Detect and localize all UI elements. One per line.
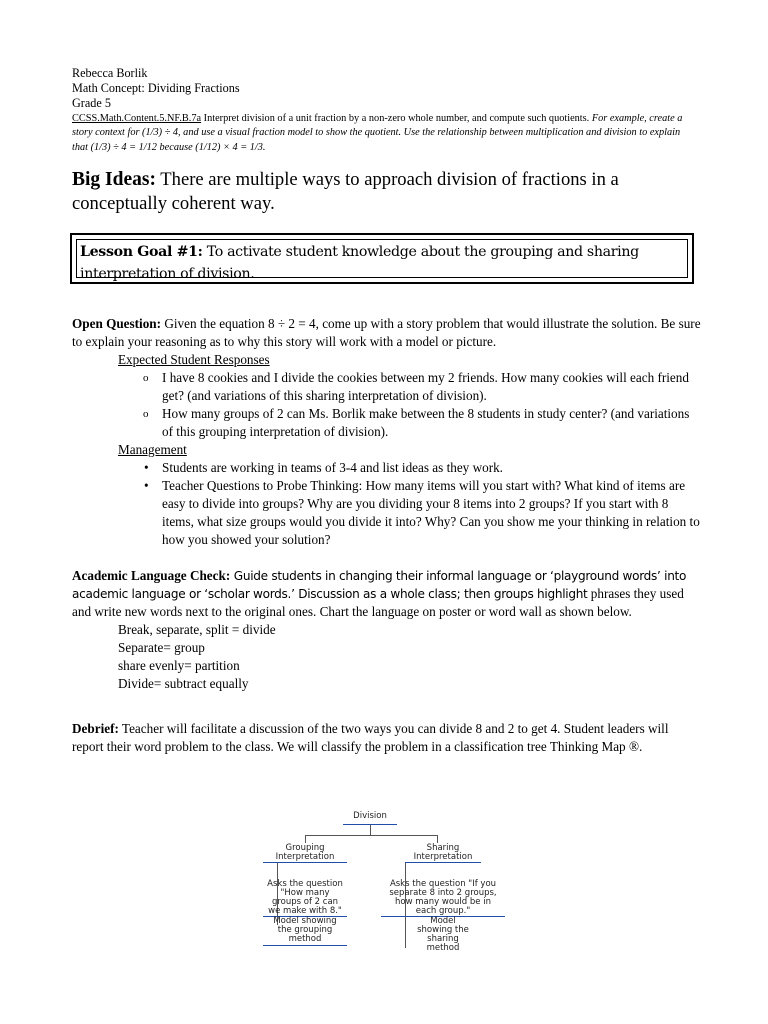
management-text: Students are working in teams of 3-4 and list ideas as they work. [162, 460, 503, 475]
open-question-text: Given the equation 8 ÷ 2 = 4, come up with a story problem that would illustrate the solution. Be sure to explain your reasoning as to why this story will work with a model or picture. [72, 316, 701, 349]
left-question [255, 880, 355, 916]
academic-language-paragraph [72, 567, 702, 621]
big-ideas-label: Big Ideas: [72, 169, 156, 190]
right-model-line: showing the [417, 925, 469, 935]
right-model [393, 917, 493, 953]
management-text: Teacher Questions to Probe Thinking: How many items will you start with? What kind of items are easy to divide into groups? Why are you dividing your 8 items into 2 groups? If you start with 8 items, what size groups would you divide it into? Why? Can you show me your thinking in relation to how you showed your solution? [162, 478, 700, 547]
left-question-line: "How many [280, 888, 330, 898]
lesson-goal-text: To activate student knowledge about the grouping and sharing interpretation of division. [80, 244, 639, 282]
right-question-line: separate 8 into 2 groups, [389, 888, 497, 898]
right-question-line: Asks the question "If you [389, 879, 497, 889]
right-question-line: each group." [415, 906, 471, 916]
academic-language-label: Academic Language Check: [72, 568, 231, 583]
root-connector [370, 825, 371, 835]
left-question-line: Asks the question [267, 879, 343, 889]
lesson-goal-label: Lesson Goal #1: [80, 244, 203, 260]
standard-description [72, 112, 692, 156]
standard-code: CCSS.Math.Content.5.NF.B.7a [72, 112, 202, 124]
math-concept: Math Concept: Dividing Fractions [72, 81, 240, 96]
word-wall-item: Divide= subtract equally [118, 676, 249, 691]
left-model-underline [263, 945, 347, 946]
management-heading: Management [118, 442, 187, 457]
circle-bullet-icon: o [143, 372, 149, 384]
debrief-text: Teacher will facilitate a discussion of the two ways you can divide 8 and 2 to get 4. Student leaders will report their word problem to the class. We will classify the problem in a classification tree Thinking Map ®. [72, 721, 669, 754]
right-question [373, 880, 513, 916]
academic-language-text-a: Guide students in changing their informal language or ‘playground words’ into academic language or ‘scholar words.’ Discussion as a whole class; then groups highlight [72, 569, 687, 601]
word-wall-item: Separate= group [118, 640, 205, 655]
bullet-icon: • [144, 478, 149, 493]
left-model [255, 917, 355, 944]
standard-text: Interpret division of a unit fraction by a non-zero whole number, and compute such quotients. [201, 112, 592, 124]
grade-level: Grade 5 [72, 96, 111, 111]
author-name: Rebecca Borlik [72, 66, 148, 80]
right-connector [437, 835, 438, 843]
branch-connector [305, 835, 437, 836]
left-branch-title [260, 844, 350, 862]
left-model-line: the grouping [277, 925, 333, 935]
academic-language-section [72, 567, 702, 693]
left-title-line: Interpretation [275, 852, 335, 862]
circle-bullet-icon: o [143, 408, 149, 420]
right-title-line: Interpretation [413, 852, 473, 862]
response-text: How many groups of 2 can Ms. Borlik make between the 8 students in study center? (and variations of this grouping interpretation of division). [162, 406, 690, 439]
expected-responses-list [72, 369, 702, 441]
left-connector [305, 835, 306, 843]
right-model-line: method [426, 943, 460, 953]
lesson-goal [80, 242, 694, 285]
list-item [72, 405, 702, 441]
academic-language-text-b: phrases they used and write new words next to the original ones. Chart the language on poster or word wall as shown below. [72, 586, 684, 619]
word-wall-item: share evenly= partition [118, 658, 240, 673]
open-question-section [72, 315, 702, 549]
left-question-line: groups of 2 can [271, 897, 339, 907]
response-text: I have 8 cookies and I divide the cookies between my 2 friends. How many cookies will each friend get? (and variations of this sharing interpretation of division). [162, 370, 689, 403]
left-model-line: method [288, 934, 322, 944]
left-title-underline [263, 862, 347, 863]
classification-tree-diagram [255, 806, 515, 956]
document-header [72, 66, 692, 155]
right-branch-title [393, 844, 493, 862]
right-model-line: Model [430, 916, 456, 926]
bullet-icon: • [144, 460, 149, 475]
open-question [72, 315, 702, 351]
left-question-line: we make with 8." [268, 906, 342, 916]
tree-root-label: Division [353, 811, 387, 821]
right-title-line: Sharing [426, 843, 460, 853]
right-title-underline [405, 862, 481, 863]
list-item [72, 459, 702, 477]
management-list [72, 459, 702, 549]
expected-responses-heading: Expected Student Responses [118, 352, 270, 367]
list-item [72, 369, 702, 405]
debrief-label: Debrief: [72, 721, 119, 736]
big-ideas [72, 168, 712, 216]
standard-example: For example, create a story context for (1/3) ÷ 4, and use a visual fraction model to show the quotient. Use the relationship between multiplication and division to explain that (1/3) ÷ 4 = 1/12 because (1/12) × 4 = 1/3. [72, 112, 683, 153]
right-model-line: sharing [427, 934, 459, 944]
word-wall-list [72, 621, 702, 693]
left-model-line: Model showing [273, 916, 337, 926]
list-item [72, 477, 702, 549]
open-question-label: Open Question: [72, 316, 162, 331]
word-wall-item: Break, separate, split = divide [118, 622, 276, 637]
right-question-line: how many would be in [395, 897, 491, 907]
left-title-line: Grouping [285, 843, 325, 853]
debrief-section [72, 720, 702, 756]
big-ideas-text: There are multiple ways to approach division of fractions in a conceptually coherent way. [72, 169, 619, 214]
